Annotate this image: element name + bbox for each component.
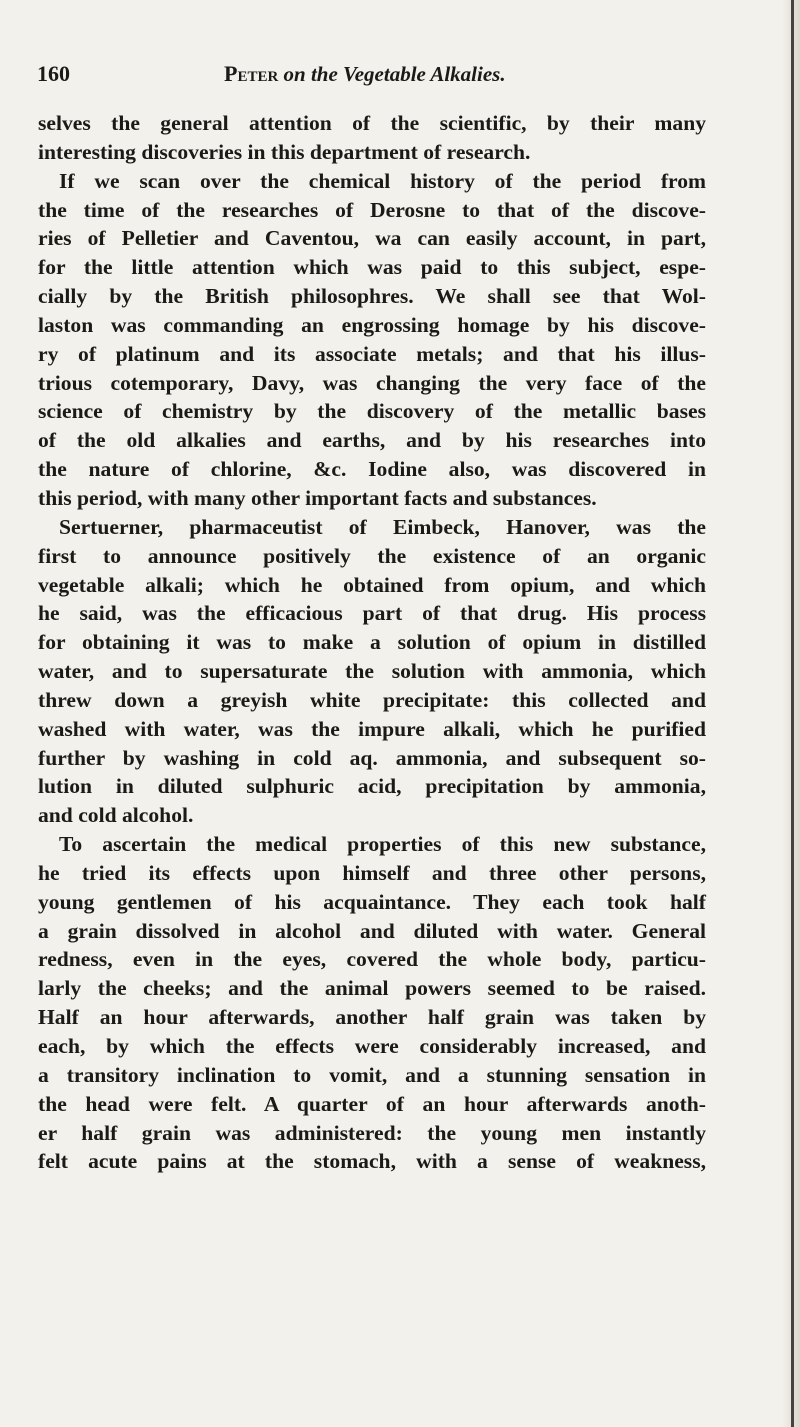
text-line: this period, with many other important facts and substances. <box>38 485 597 510</box>
page-edge-line <box>791 0 794 1427</box>
text-line: each, by which the effects were considerably increased, and <box>38 1034 706 1058</box>
text-line: science of chemistry by the discovery of the metallic bases <box>38 399 706 424</box>
running-title-author: Peter <box>224 61 279 86</box>
text-line: the head were felt. A quarter of an hour afterwards anoth- <box>38 1091 706 1116</box>
page-number: 160 <box>37 61 70 86</box>
text-line: of the old alkalies and earths, and by his researches into <box>38 428 706 453</box>
text-line: selves the general attention of the scientific, by their many <box>38 111 706 135</box>
running-title-italic: on the Vegetable Alkalies. <box>283 62 506 86</box>
text-line: a grain dissolved in alcohol and diluted with water. General <box>38 918 706 943</box>
text-line: felt acute pains at the stomach, with a sense of weakness, <box>38 1149 706 1174</box>
paragraph-start-line: To ascertain the medical properties of this new substance, <box>59 832 706 857</box>
text-line: interesting discoveries in this department of research. <box>38 139 531 164</box>
text-line: trious cotemporary, Davy, was changing the very face of the <box>38 370 706 395</box>
text-line: washed with water, was the impure alkali, which he purified <box>38 716 706 741</box>
text-line: water, and to supersaturate the solution with ammonia, which <box>38 659 706 684</box>
text-line: Half an hour afterwards, another half grain was taken by <box>38 1005 706 1030</box>
text-line: er half grain was administered: the young men instantly <box>38 1120 706 1145</box>
text-line: first to announce positively the existence of an organic <box>38 543 706 568</box>
text-line: and cold alcohol. <box>38 803 194 828</box>
text-line: for obtaining it was to make a solution of opium in distilled <box>38 630 706 655</box>
text-line: larly the cheeks; and the animal powers seemed to be raised. <box>38 976 706 1001</box>
text-line: laston was commanding an engrossing homage by his discove- <box>38 312 706 337</box>
text-line: ries of Pelletier and Caventou, wa can easily account, in part, <box>38 226 706 251</box>
text-line: a transitory inclination to vomit, and a stunning sensation in <box>38 1062 706 1087</box>
text-line: the time of the researches of Derosne to that of the discove- <box>38 197 706 222</box>
text-line: for the little attention which was paid to this subject, espe- <box>38 255 706 280</box>
text-line: cially by the British philosophres. We shall see that Wol- <box>38 284 706 309</box>
text-line: redness, even in the eyes, covered the whole body, particu- <box>38 947 706 972</box>
running-header <box>37 56 737 92</box>
paragraph-start-line: Sertuerner, pharmaceutist of Eimbeck, Hanover, was the <box>59 514 706 539</box>
text-line: threw down a greyish white precipitate: this collected and <box>38 687 706 712</box>
text-line: vegetable alkali; which he obtained from opium, and which <box>38 572 706 597</box>
text-line: young gentlemen of his acquaintance. They each took half <box>38 889 706 914</box>
running-title <box>224 56 506 92</box>
text-line: further by washing in cold aq. ammonia, and subsequent so- <box>38 745 706 770</box>
body-text <box>38 109 706 1176</box>
paragraph-start-line: If we scan over the chemical history of the period from <box>59 168 706 193</box>
text-line: he tried its effects upon himself and three other persons, <box>38 860 706 885</box>
text-line: he said, was the efficacious part of that drug. His process <box>38 601 706 626</box>
text-line: the nature of chlorine, &c. Iodine also, was discovered in <box>38 457 706 482</box>
text-line: ry of platinum and its associate metals; and that his illus- <box>38 341 706 366</box>
text-line: lution in diluted sulphuric acid, precipitation by ammonia, <box>38 774 706 799</box>
